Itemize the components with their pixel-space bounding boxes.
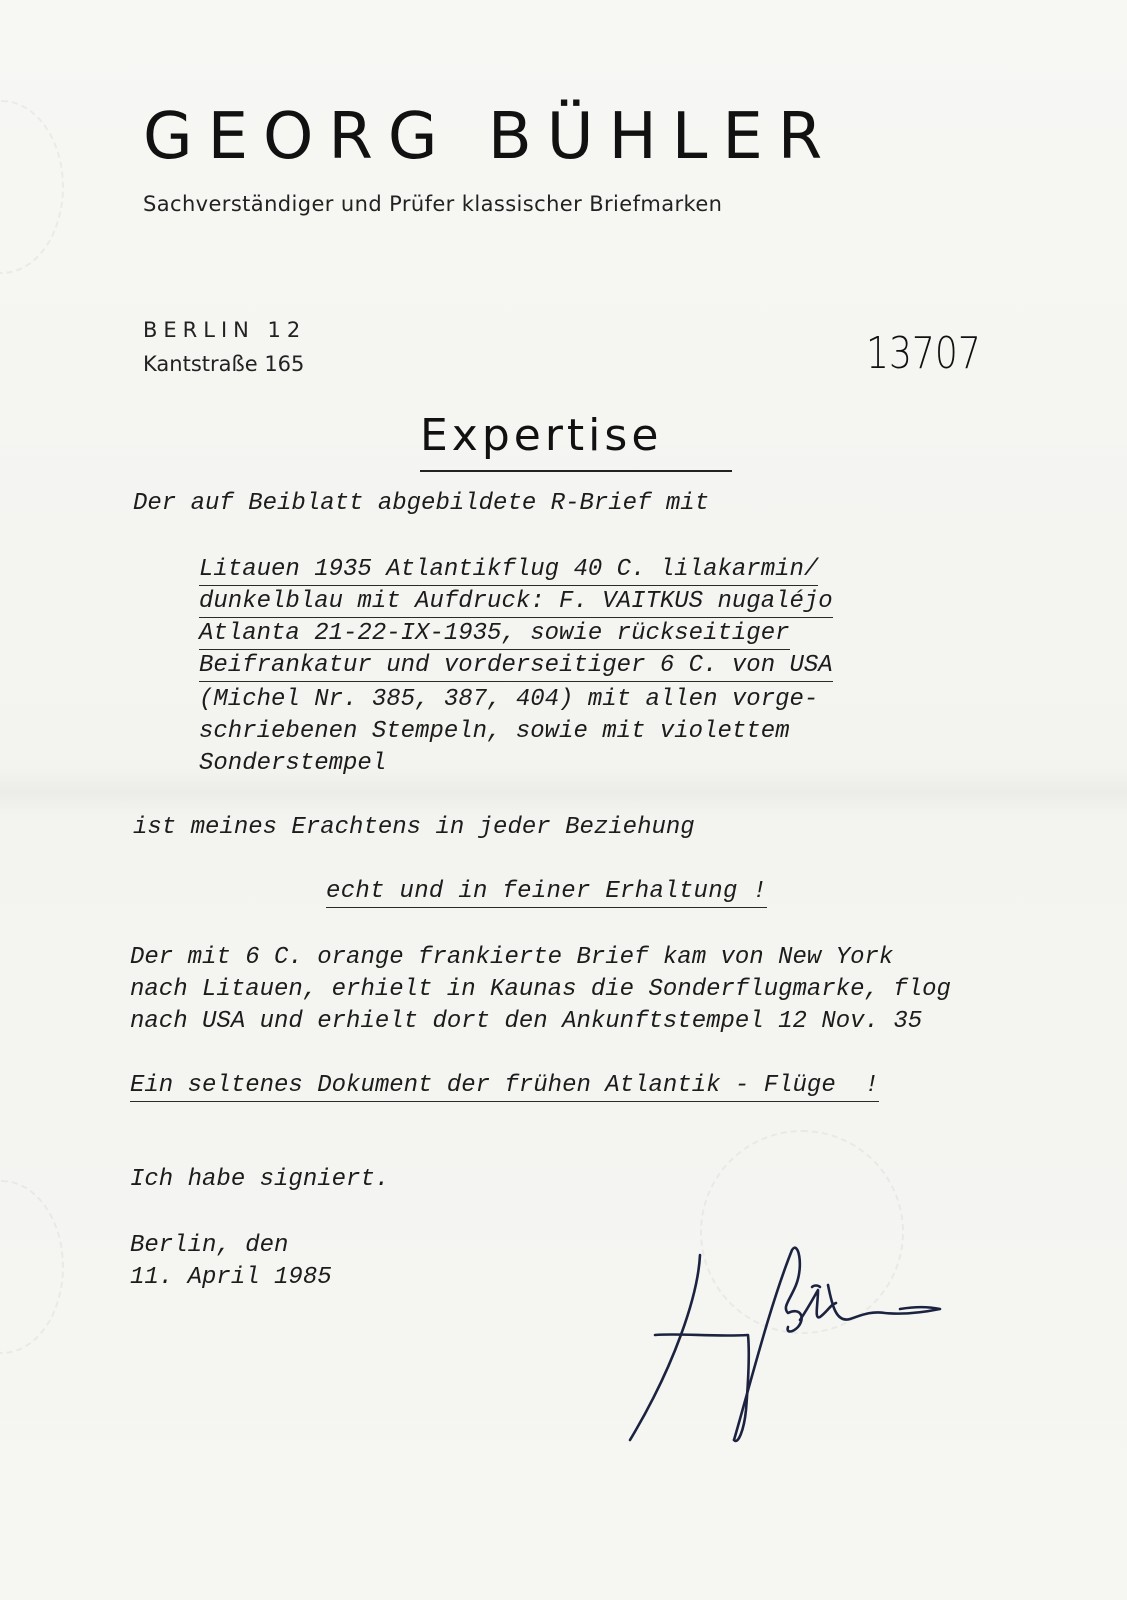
letterhead-city: BERLIN 12: [143, 318, 307, 342]
note-line-1: Der mit 6 C. orange frankierte Brief kam von New York: [130, 944, 894, 971]
heading-underline: [420, 470, 732, 472]
signed-line: Ich habe signiert.: [130, 1166, 390, 1193]
description-line-3: Atlanta 21-22-IX-1935, sowie rückseitiger: [199, 620, 790, 650]
description-line-6: schriebenen Stempeln, sowie mit violettem: [199, 718, 790, 745]
description-line-2: dunkelblau mit Aufdruck: F. VAITKUS nugaléjo: [199, 588, 833, 618]
note-line-3: nach USA und erhielt dort den Ankunftstempel 12 Nov. 35: [130, 1008, 923, 1035]
letterhead-name: GEORG BÜHLER: [143, 100, 838, 174]
intro-line: Der auf Beiblatt abgebildete R-Brief mit: [133, 490, 710, 517]
description-line-5: (Michel Nr. 385, 387, 404) mit allen vorge-: [199, 686, 819, 713]
verdict-line: echt und in feiner Erhaltung !: [326, 878, 767, 908]
note-line-2: nach Litauen, erhielt in Kaunas die Sonderflugmarke, flog: [130, 976, 951, 1003]
remark-line: Ein seltenes Dokument der frühen Atlantik - Flüge !: [130, 1072, 879, 1102]
date-line: 11. April 1985: [130, 1264, 332, 1291]
place-line: Berlin, den: [130, 1232, 289, 1259]
letterhead-subtitle: Sachverständiger und Prüfer klassischer Briefmarken: [143, 192, 723, 216]
letterhead-street: Kantstraße 165: [143, 352, 305, 376]
description-line-1: Litauen 1935 Atlantikflug 40 C. lilakarmin/: [199, 556, 818, 586]
certificate-number: 13707: [866, 328, 981, 379]
document-heading: Expertise: [420, 410, 663, 461]
description-line-4: Beifrankatur und vorderseitiger 6 C. von USA: [199, 652, 833, 682]
description-line-7: Sonderstempel: [199, 750, 387, 777]
handwritten-signature: [600, 1235, 970, 1455]
opinion-line: ist meines Erachtens in jeder Beziehung: [133, 814, 695, 841]
